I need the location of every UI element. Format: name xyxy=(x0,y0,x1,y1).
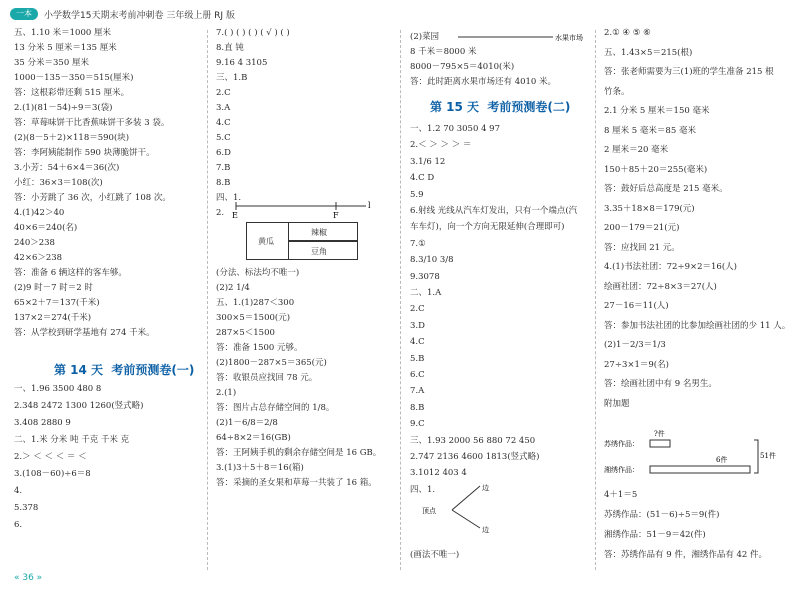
text-line: 8000－795×5＝4010(米) xyxy=(410,62,515,72)
text-line: 4.C xyxy=(216,118,231,128)
text-line: (2)1－2/3＝1/3 xyxy=(604,340,666,350)
text-line: 竹条。 xyxy=(604,86,630,97)
text-line: 3.小芳：54＋6×4＝36(次) xyxy=(14,163,120,173)
text-line: 7.A xyxy=(410,386,425,397)
column-divider xyxy=(207,30,208,570)
text-line: 27－16＝11(人) xyxy=(604,301,669,311)
text-line: (2)9 时－7 时＝2 时 xyxy=(14,283,93,293)
text-line: 300×5＝1500(元) xyxy=(216,313,291,323)
text-line: 2.(1) xyxy=(216,388,237,398)
text-line: 7.( ) ( ) ( ) ( √ ) ( ) xyxy=(216,28,290,38)
text-line: 64÷8×2＝16(GB) xyxy=(216,433,291,443)
text-line: 8.B xyxy=(216,178,231,188)
text-line: 2.＞ ＜ ＜ ＜ ＝ ＜ xyxy=(14,452,87,462)
bar-label-q: ?件 xyxy=(654,430,665,438)
text-line: 5.C xyxy=(216,133,231,143)
point-f-label: F xyxy=(333,211,339,220)
bar-label-a: 苏绣作品： xyxy=(604,440,639,448)
page-number: « 36 » xyxy=(14,573,43,583)
bar-label-b: 湘绣作品： xyxy=(604,466,639,474)
text-line: 9.3078 xyxy=(410,271,440,282)
text-line: 7.B xyxy=(216,163,231,173)
text-line: 6.C xyxy=(410,370,425,380)
venn-label-c: 豆角 xyxy=(311,247,327,256)
text-line: 3.(1)3＋5＋8＝16(箱) xyxy=(216,463,304,473)
text-line: 附加题 xyxy=(604,398,630,409)
column-3 xyxy=(410,28,592,568)
text-line: 一、1.96 3500 480 8 xyxy=(14,384,102,394)
text-line: 2.① ④ ⑤ ⑥ xyxy=(604,28,651,38)
text-line: 6.射线 光线从汽车灯发出，只有一个端点(汽 xyxy=(410,206,578,216)
text-line: 3.1012 403 4 xyxy=(410,468,467,479)
text-line: 四、1. xyxy=(410,484,436,495)
text-line: 3.1/6 12 xyxy=(410,156,446,167)
text-line: (2)菜园 xyxy=(410,32,440,42)
text-line: 5.9 xyxy=(410,189,424,200)
text-line: 2 厘米＝20 毫米 xyxy=(604,145,669,155)
angle-side-label: 边 xyxy=(482,484,489,492)
text-line: 4.(1)42＞40 xyxy=(14,208,65,218)
section-heading-day15: 第 15 天 考前预测卷(二) xyxy=(430,100,571,114)
text-line: 答：这根彩带还剩 515 厘米。 xyxy=(14,88,130,98)
section-heading-day14: 第 14 天 考前预测卷(一) xyxy=(54,363,195,377)
text-line: 四、1. xyxy=(216,193,242,203)
text-line: 湘绣作品：51－9＝42(件) xyxy=(604,530,706,540)
text-line: 27÷3×1＝9(名) xyxy=(604,359,669,370)
column-4 xyxy=(604,28,794,568)
column-divider xyxy=(400,30,401,570)
text-line: (2)(8－5＋2)×118＝590(块) xyxy=(14,133,130,143)
road-diagram xyxy=(458,30,588,44)
column-1 xyxy=(14,28,204,568)
note: (画法不唯一) xyxy=(410,550,460,560)
text-line: (分法、标法均不唯一) xyxy=(216,268,300,278)
text-line: 1000－135－350＝515(厘米) xyxy=(14,73,134,83)
text-line: (2)2 1/4 xyxy=(216,283,250,293)
text-line: 35 分米＝350 厘米 xyxy=(14,58,89,68)
column-2 xyxy=(216,28,396,568)
text-line: 五、1.10 米＝1000 厘米 xyxy=(14,28,111,38)
text-line: 答：从学校到研学基地有 274 千米。 xyxy=(14,328,155,338)
text-line: 13 分米 5 厘米＝135 厘米 xyxy=(14,43,117,53)
text-line: 2.1 分米 5 厘米＝150 毫米 xyxy=(604,106,710,116)
text-line: 绘画社团：72÷8×3＝27(人) xyxy=(604,281,717,292)
text-line: 4＋1＝5 xyxy=(604,490,638,500)
text-line: 2.＜ ＞ ＞ ＞ ＝ xyxy=(410,140,472,151)
book-title: 小学数学15天期末考前冲刺卷 三年级上册 RJ 版 xyxy=(44,11,235,21)
text-line: 2.C xyxy=(216,88,231,98)
text-line: 五、1.(1)287＜300 xyxy=(216,298,295,308)
line-l-label: l xyxy=(368,201,371,210)
text-line: 6. xyxy=(14,520,23,530)
text-line: 3.(108－60)÷6＝8 xyxy=(14,469,91,479)
brand-logo: 一本 xyxy=(10,8,38,20)
text-line: 答：图片占总存储空间的 1/8。 xyxy=(216,403,335,413)
text-line: 5.B xyxy=(410,353,425,364)
text-line: 答：张老师需要为三(1)班的学生准备 215 根 xyxy=(604,67,774,77)
text-line: 二、1.米 分米 吨 千克 千米 克 xyxy=(14,435,130,445)
text-line: 8.3/10 3/8 xyxy=(410,255,454,266)
text-line: 苏绣作品：(51－6)÷5＝9(件) xyxy=(604,510,720,520)
text-line: 小红：36×3＝108(次) xyxy=(14,178,103,188)
text-line: 2.C xyxy=(410,304,425,315)
angle-diagram xyxy=(420,480,500,534)
text-line: 答：王阿姨手机的剩余存储空间是 16 GB。 xyxy=(216,448,382,458)
road-right-label: 水果市场 xyxy=(555,34,583,42)
text-line: 答：草莓味饼干比香蕉味饼干多装 3 袋。 xyxy=(14,118,170,128)
text-line: 答：准备 6 辆这样的客车够。 xyxy=(14,268,127,278)
text-line: 65×2＋7＝137(千米) xyxy=(14,298,100,308)
text-line: 6.D xyxy=(216,148,231,158)
text-line: 答：李阿姨能制作 590 块薄脆饼干。 xyxy=(14,148,155,158)
text-line: 9.C xyxy=(410,419,425,430)
text-line: 二、1.A xyxy=(410,288,442,298)
text-line: 答：鼓好后总高度是 215 毫米。 xyxy=(604,184,728,194)
text-line: 137×2＝274(千米) xyxy=(14,313,92,323)
text-line: 答：准备 1500 元够。 xyxy=(216,343,303,353)
text-line: 7.① xyxy=(410,238,426,249)
text-line: 8 千米＝8000 米 xyxy=(410,47,477,57)
text-line: 240＞238 xyxy=(14,238,55,248)
text-line: 3.A xyxy=(216,103,231,113)
text-line: 4.C D xyxy=(410,173,435,184)
text-line: 答：小芳跳了 36 次，小红跳了 108 次。 xyxy=(14,193,171,203)
text-line: 5.378 xyxy=(14,503,39,513)
bar-label-6: 6件 xyxy=(716,456,728,464)
text-line: 答：此时距离水果市场还有 4010 米。 xyxy=(410,77,557,87)
bar-model-diagram xyxy=(604,428,794,484)
text-line: 答：绘画社团中有 9 名男生。 xyxy=(604,379,717,389)
text-line: 8 厘米 5 毫米＝85 毫米 xyxy=(604,125,696,136)
line-segment-diagram xyxy=(226,194,376,220)
text-line: 40×6＝240(名) xyxy=(14,223,78,233)
text-line: 287×5＜1500 xyxy=(216,328,275,338)
text-line: 三、1.B xyxy=(216,73,248,83)
text-line: 3.408 2880 9 xyxy=(14,418,71,428)
text-line: 3.35＋18×8＝179(元) xyxy=(604,203,695,214)
venn-label-a: 黄瓜 xyxy=(258,237,274,246)
text-line: 答：苏绣作品有 9 件，湘绣作品有 42 件。 xyxy=(604,550,768,560)
venn-label-b: 辣椒 xyxy=(311,228,327,237)
text-line: 三、1.93 2000 56 880 72 450 xyxy=(410,435,536,446)
text-line: 五、1.43×5＝215(根) xyxy=(604,47,693,58)
text-line: 2.747 2136 4600 1813(竖式略) xyxy=(410,452,540,462)
text-line: 4.C xyxy=(410,337,425,348)
text-line: 4.(1)书法社团：72÷9×2＝16(人) xyxy=(604,262,737,272)
text-line: 一、1.2 70 3050 4 97 xyxy=(410,124,500,134)
text-line: 2.348 2472 1300 1260(竖式略) xyxy=(14,401,144,411)
text-line: 答：采摘的圣女果和草莓一共装了 16 箱。 xyxy=(216,478,377,488)
text-line: 答：收银员应找回 78 元。 xyxy=(216,373,318,383)
text-line: 答：参加书法社团的比参加绘画社团的少 11 人。 xyxy=(604,320,791,331)
point-e-label: E xyxy=(232,211,238,220)
angle-side-label: 边 xyxy=(482,526,489,534)
text-line: (2)1－6/8＝2/8 xyxy=(216,418,278,428)
text-line: (2)1800－287×5＝365(元) xyxy=(216,358,327,368)
text-line: 4. xyxy=(14,486,23,496)
text-line: 9.16 4 3105 xyxy=(216,58,268,68)
text-line: 150＋85＋20＝255(毫米) xyxy=(604,164,708,175)
text-line: 200－179＝21(元) xyxy=(604,223,680,233)
text-line: 8.B xyxy=(410,402,425,413)
text-line: 2. xyxy=(216,208,225,218)
text-line: 8.直 钝 xyxy=(216,43,244,53)
text-line: 3.D xyxy=(410,320,425,331)
text-line: 42×6＞238 xyxy=(14,253,63,263)
column-divider xyxy=(595,30,596,570)
text-line: 车车灯)，向一个方向无限延伸(合理即可) xyxy=(410,222,565,233)
bar-label-51: 51件 xyxy=(760,452,776,460)
text-line: 答：应找回 21 元。 xyxy=(604,242,680,253)
text-line: 2.(1)(81－54)÷9＝3(袋) xyxy=(14,103,113,113)
angle-vertex-label: 顶点 xyxy=(422,507,436,515)
page-header xyxy=(0,0,800,24)
